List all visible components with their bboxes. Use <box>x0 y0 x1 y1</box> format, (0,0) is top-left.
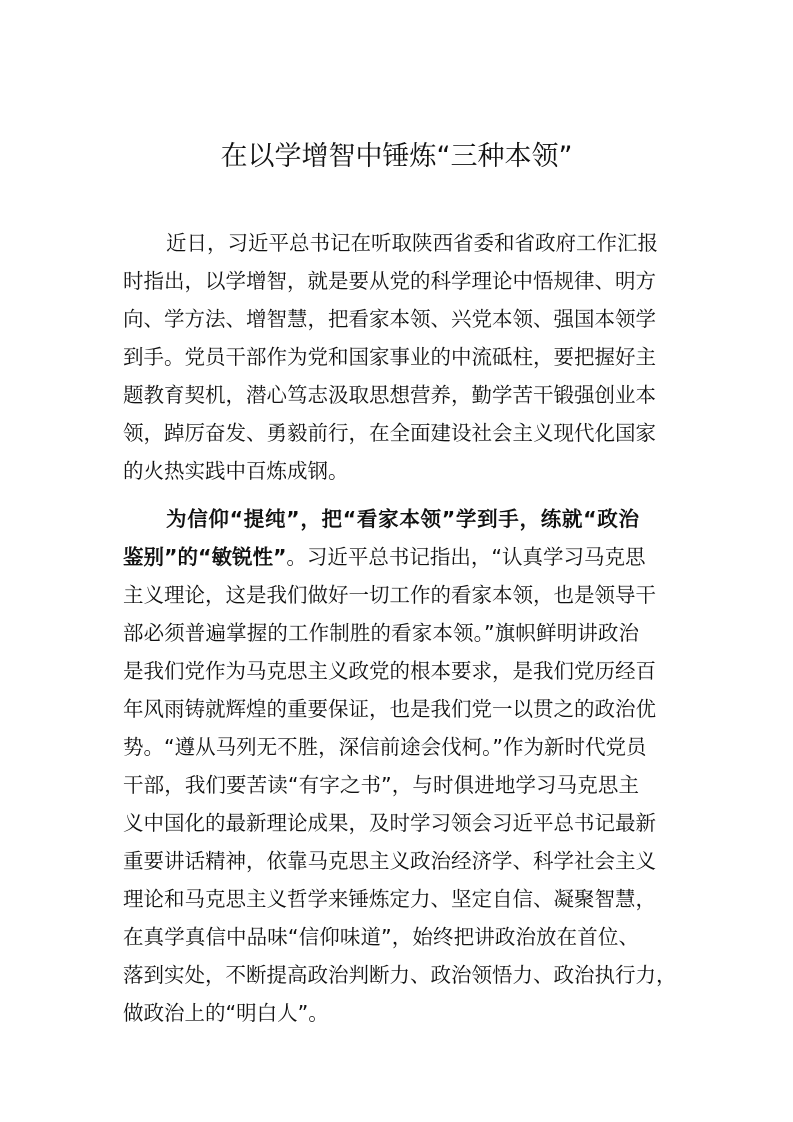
text-line: 做政治上的“明白人”。 <box>123 1001 329 1025</box>
text-line: 理论和马克思主义哲学来锤炼定力、坚定自信、凝聚智慧， <box>123 887 656 911</box>
text-line: 干部，我们要苦读“有字之书”，与时俱进地学习马克思主 <box>123 773 639 797</box>
text-line: 到手。党员干部作为党和国家事业的中流砥柱，要把握好主 <box>123 345 656 369</box>
section-heading: 为信仰“提纯”，把“看家本领”学到手，练就“政治 <box>166 507 639 531</box>
text-line <box>123 538 646 576</box>
text-line: 部必须普遍掌握的工作制胜的看家本领。”旗帜鲜明讲政治 <box>123 621 639 645</box>
section-heading-line <box>123 500 639 538</box>
text-line: 落到实处，不断提高政治判断力、政治领悟力、政治执行力， <box>123 963 677 987</box>
text-line: 向、学方法、增智慧，把看家本领、兴党本领、强国本领学 <box>123 307 656 331</box>
text-line: 近日，习近平总书记在听取陕西省委和省政府工作汇报 <box>166 231 658 255</box>
section-heading-end: 鉴别”的“敏锐性” <box>123 545 287 569</box>
text-line: 在真学真信中品味“信仰味道”，始终把讲政治放在首位、 <box>123 925 639 949</box>
text-line: 年风雨铸就辉煌的重要保证，也是我们党一以贯之的政治优 <box>123 697 656 721</box>
text-line: 重要讲话精神，依靠马克思主义政治经济学、科学社会主义 <box>123 849 656 873</box>
text-line: 势。“遵从马列无不胜，深信前途会伐柯。”作为新时代党员 <box>123 735 647 759</box>
paragraph-1 <box>123 224 658 490</box>
text-line: 是我们党作为马克思主义政党的根本要求，是我们党历经百 <box>123 659 656 683</box>
paragraph-2 <box>123 500 677 1032</box>
text-line: 时指出，以学增智，就是要从党的科学理论中悟规律、明方 <box>123 269 656 293</box>
text-line: 题教育契机，潜心笃志汲取思想营养，勤学苦干锻强创业本 <box>123 383 656 407</box>
text-line: 义中国化的最新理论成果，及时学习领会习近平总书记最新 <box>123 811 656 835</box>
text-line: 领，踔厉奋发、勇毅前行，在全面建设社会主义现代化国家 <box>123 421 656 445</box>
text-segment: 。习近平总书记指出，“认真学习马克思 <box>286 545 646 569</box>
text-line: 主义理论，这是我们做好一切工作的看家本领，也是领导干 <box>123 583 656 607</box>
text-line: 的火热实践中百炼成钢。 <box>123 459 349 483</box>
document-title: 在以学增智中锤炼“三种本领” <box>220 141 573 172</box>
